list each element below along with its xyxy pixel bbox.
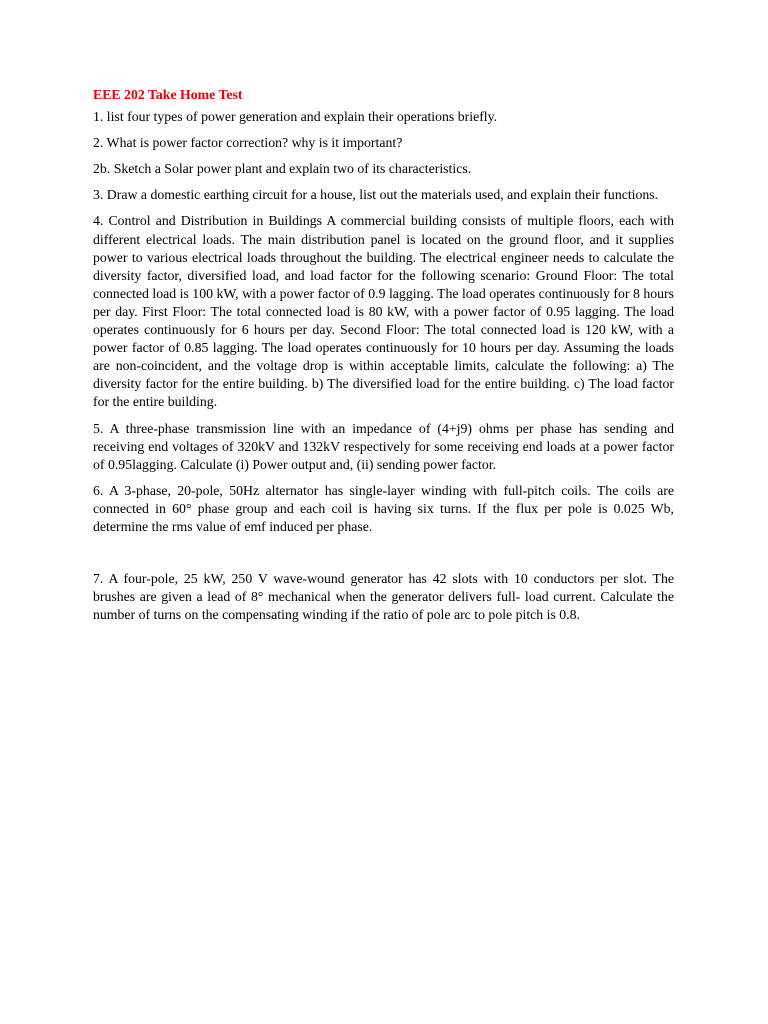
- question-3: 3. Draw a domestic earthing circuit for a house, list out the materials used, and explain their functions.: [93, 187, 659, 203]
- question-7: 7. A four-pole, 25 kW, 250 V wave-wound generator has 42 slots with 10 conductors per slot. The brushes are given a lead of 8° mechanical when the generator delivers full- load current. Calculate the number of turns on the compensating winding if the ratio of pole arc to pole pitch is 0.8.: [93, 571, 674, 623]
- question-2b: 2b. Sketch a Solar power plant and explain two of its characteristics.: [93, 161, 472, 177]
- document-page: [93, 86, 674, 632]
- blank-spacer: [93, 544, 674, 570]
- question-6: 6. A 3-phase, 20-pole, 50Hz alternator has single-layer winding with full-pitch coils. The coils are connected in 60° phase group and each coil is having six turns. If the flux per pole is 0.025 Wb, determine the rms value of emf induced per phase.: [93, 482, 674, 534]
- question-2: 2. What is power factor correction? why is it important?: [93, 135, 403, 151]
- question-1: 1. list four types of power generation and explain their operations briefly.: [93, 109, 498, 125]
- question-4: 4. Control and Distribution in Buildings A commercial building consists of multiple floors, each with different electrical loads. The main distribution panel is located on the ground floor, and it supplies power to various electrical loads throughout the building. The electrical engineer needs to calculate the diversity factor, diversified load, and load factor for the following scenario: Ground Floor: The total connected load is 100 kW, with a power factor of 0.9 lagging. The load operates continuously for 8 hours per day. First Floor: The total connected load is 80 kW, with a power factor of 0.95 lagging. The load operates continuously for 6 hours per day. Second Floor: The total connected load is 120 kW, with a power factor of 0.85 lagging. The load operates continuously for 10 hours per day. Assuming the loads are non-coincident, and the voltage drop is within acceptable limits, calculate the following: a) The diversity factor for the entire building. b) The diversified load for the entire building. c) The load factor for the entire building.: [93, 213, 674, 410]
- document-title: EEE 202 Take Home Test: [93, 87, 243, 102]
- question-5: 5. A three-phase transmission line with an impedance of (4+j9) ohms per phase has sending and receiving end voltages of 320kV and 132kV respectively for some receiving end loads at a power factor of 0.95lagging. Calculate (i) Power output and, (ii) sending power factor.: [93, 420, 674, 472]
